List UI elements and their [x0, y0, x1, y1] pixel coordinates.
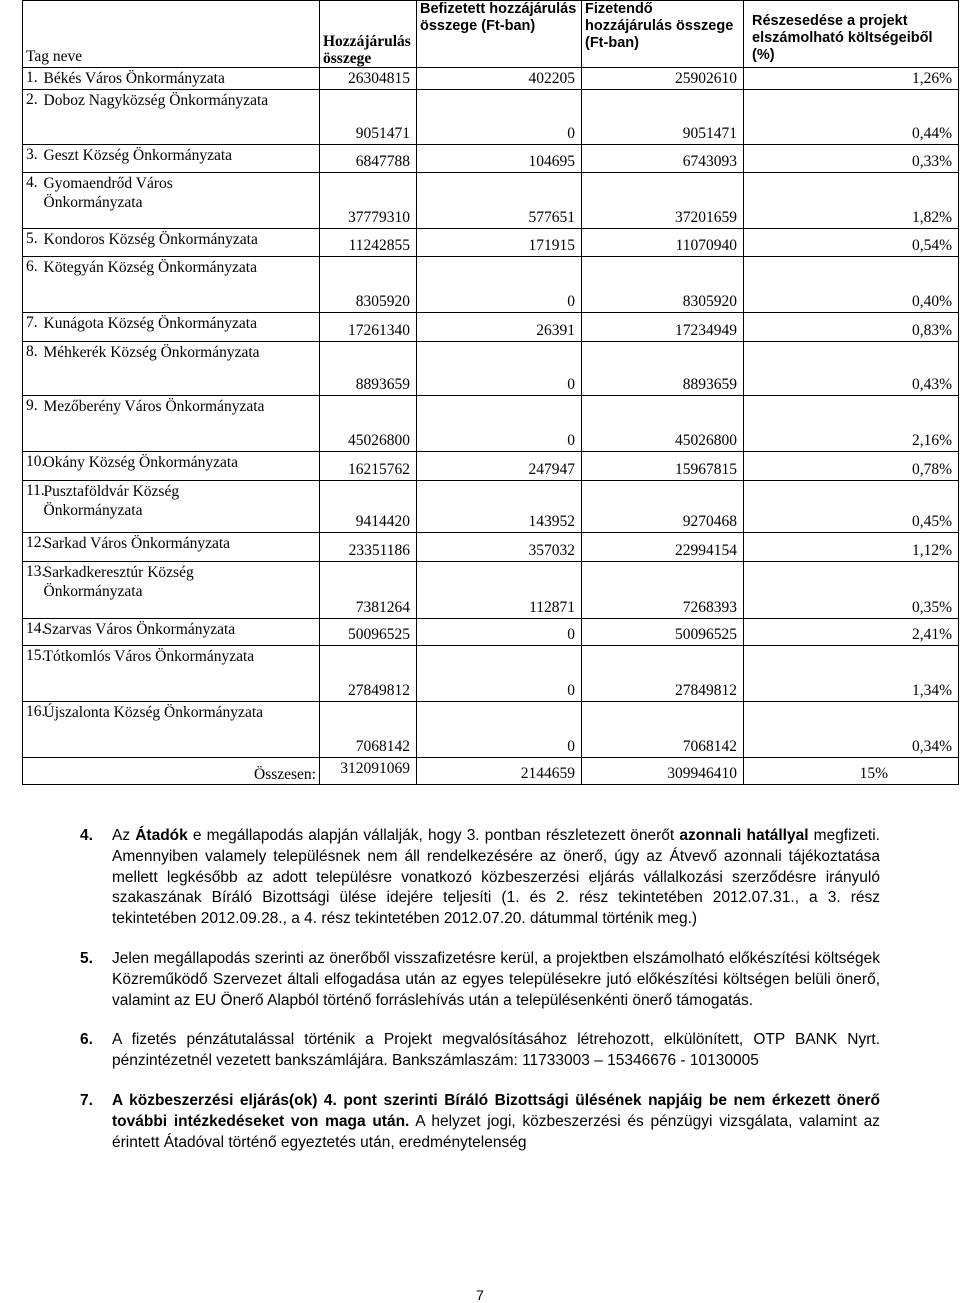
contribution-cell: 9051471 [320, 90, 417, 145]
header-share: Részesedése a projekt elszámolható költségeiből (%) [744, 1, 959, 68]
row-index: 15. [23, 646, 41, 702]
row-index: 8. [23, 342, 41, 396]
share-cell: 0,40% [744, 257, 959, 313]
text-run: A helyzet jogi, közbeszerzési és pénzügyi vizsgálata, valamint az érintett Átadóval történő egyeztetés után, eredménytelenség [112, 1112, 880, 1151]
row-index: 11. [23, 481, 41, 533]
paragraph-5 [82, 949, 880, 1011]
share-cell: 0,34% [744, 702, 959, 758]
header-contribution: Hozzájárulás összege [320, 1, 417, 68]
municipality-name-line: Gyomaendrőd Város [43, 175, 173, 192]
contribution-cell: 50096525 [320, 619, 417, 646]
row-index: 16. [23, 702, 41, 758]
payable-cell: 8305920 [582, 257, 744, 313]
paid-cell: 247947 [417, 452, 582, 481]
municipality-name [41, 533, 320, 562]
row-index: 4. [23, 173, 41, 229]
share-cell: 0,44% [744, 90, 959, 145]
municipality-name-line: Újszalonta Község Önkormányzata [43, 704, 264, 721]
municipality-name-line: Kötegyán Község Önkormányzata [43, 259, 257, 276]
row-index: 7. [23, 313, 41, 342]
share-cell: 1,26% [744, 68, 959, 90]
paragraph-number: 6. [80, 1031, 93, 1049]
municipality-name [41, 646, 320, 702]
table-row [23, 646, 959, 702]
contribution-cell: 8893659 [320, 342, 417, 396]
municipality-name-line: Önkormányzata [43, 583, 143, 600]
table-row [23, 173, 959, 229]
row-index: 6. [23, 257, 41, 313]
paid-cell: 26391 [417, 313, 582, 342]
contribution-cell: 26304815 [320, 68, 417, 90]
table-row [23, 562, 959, 619]
row-index: 5. [23, 229, 41, 257]
text-run: Az [112, 827, 136, 844]
municipality-name [41, 342, 320, 396]
bold-text: azonnali hatállyal [679, 827, 809, 844]
paid-cell: 0 [417, 90, 582, 145]
municipality-name [41, 452, 320, 481]
payable-cell: 17234949 [582, 313, 744, 342]
row-index: 9. [23, 396, 41, 452]
payable-cell: 25902610 [582, 68, 744, 90]
paid-cell: 112871 [417, 562, 582, 619]
paid-cell: 0 [417, 257, 582, 313]
paid-cell: 143952 [417, 481, 582, 533]
table-row [23, 229, 959, 257]
header-paid: Befizetett hozzájárulás összege (Ft-ban) [417, 1, 582, 68]
share-cell: 0,33% [744, 145, 959, 173]
paid-cell: 171915 [417, 229, 582, 257]
share-cell: 0,78% [744, 452, 959, 481]
paragraph-4 [82, 826, 880, 930]
municipality-name [41, 145, 320, 173]
paragraph-number: 5. [80, 949, 93, 967]
municipality-name-line: Pusztaföldvár Község [43, 483, 180, 500]
payable-cell: 8893659 [582, 342, 744, 396]
contribution-table [22, 0, 959, 785]
paid-cell: 0 [417, 619, 582, 646]
share-cell: 2,41% [744, 619, 959, 646]
paragraph-text [112, 949, 880, 1011]
total-row [23, 758, 959, 785]
table-row [23, 90, 959, 145]
paragraph-text [112, 1091, 880, 1153]
share-cell: 0,83% [744, 313, 959, 342]
table-row [23, 619, 959, 646]
paid-cell: 0 [417, 646, 582, 702]
municipality-name [41, 257, 320, 313]
municipality-name [41, 90, 320, 145]
text-run: megfizeti. Amennyiben valamely településnek nem áll rendelkezésére az önerő, úgy az Átvevő azonnali tájékoztatása mellett legkésőbb az adott településre vonatkozó közbeszerzési eljárás vállalkozási szerződésre irányuló szakaszának Bíráló Bizottsági ülése idejére teljesíti (1. és 2. rész tekintetében 2012.07.31., a 3. rész tekintetében 2012.09.28., a 4. rész tekintetében 2012.07.20. dátummal történik meg.) [112, 827, 880, 928]
table-row [23, 452, 959, 481]
payable-cell: 9270468 [582, 481, 744, 533]
text-run: e megállapodás alapján vállalják, hogy 3. pontban részletezett önerőt [187, 827, 680, 844]
municipality-name-line: Önkormányzata [43, 194, 143, 211]
municipality-name-line: Doboz Nagyközség Önkormányzata [43, 92, 269, 109]
payable-cell: 11070940 [582, 229, 744, 257]
row-index: 1. [23, 68, 41, 90]
share-cell: 1,82% [744, 173, 959, 229]
row-index: 3. [23, 145, 41, 173]
header-payable: Fizetendő hozzájárulás összege (Ft-ban) [582, 1, 744, 68]
paid-cell: 577651 [417, 173, 582, 229]
table-row [23, 313, 959, 342]
paid-cell: 0 [417, 396, 582, 452]
payable-cell: 7068142 [582, 702, 744, 758]
municipality-name-line: Méhkerék Község Önkormányzata [43, 344, 260, 361]
municipality-name-line: Kunágota Község Önkormányzata [43, 315, 257, 332]
share-cell: 1,34% [744, 646, 959, 702]
table-row [23, 68, 959, 90]
contribution-cell: 9414420 [320, 481, 417, 533]
bold-text: A közbeszerzési eljárás(ok) 4. pont szerinti Bíráló Bizottsági ülésének napjáig be nem érkezett önerő további intézkedéseket von maga után. [112, 1091, 880, 1130]
contribution-cell: 17261340 [320, 313, 417, 342]
municipality-name [41, 313, 320, 342]
total-label: Összesen: [23, 758, 320, 785]
contribution-cell: 7068142 [320, 702, 417, 758]
share-cell: 0,35% [744, 562, 959, 619]
paid-cell: 0 [417, 342, 582, 396]
table-row [23, 396, 959, 452]
table-row [23, 257, 959, 313]
contribution-cell: 23351186 [320, 533, 417, 562]
contribution-cell: 7381264 [320, 562, 417, 619]
paragraph-7 [82, 1091, 880, 1153]
municipality-name [41, 562, 320, 619]
payable-cell: 9051471 [582, 90, 744, 145]
contribution-cell: 16215762 [320, 452, 417, 481]
municipality-name-line: Békés Város Önkormányzata [43, 70, 225, 87]
row-index: 14. [23, 619, 41, 646]
total-paid: 2144659 [417, 758, 582, 785]
paragraph-number: 4. [80, 827, 93, 844]
contribution-cell: 37779310 [320, 173, 417, 229]
paragraph-6 [82, 1030, 880, 1072]
contribution-cell: 27849812 [320, 646, 417, 702]
municipality-name-line: Geszt Község Önkormányzata [43, 147, 233, 164]
payable-cell: 7268393 [582, 562, 744, 619]
payable-cell: 6743093 [582, 145, 744, 173]
total-payable: 309946410 [582, 758, 744, 785]
total-share: 15% [744, 758, 959, 785]
page-number: 7 [476, 1287, 484, 1303]
paid-cell: 0 [417, 702, 582, 758]
row-index: 13. [23, 562, 41, 619]
header-name: Tag neve [23, 1, 320, 68]
table-header-row [23, 1, 959, 68]
municipality-name-line: Tótkomlós Város Önkormányzata [43, 648, 255, 665]
municipality-name-line: Szarvas Város Önkormányzata [43, 621, 236, 638]
paid-cell: 104695 [417, 145, 582, 173]
payable-cell: 37201659 [582, 173, 744, 229]
payable-cell: 45026800 [582, 396, 744, 452]
municipality-name-line: Sarkadkeresztúr Község [43, 564, 194, 581]
municipality-name [41, 173, 320, 229]
share-cell: 2,16% [744, 396, 959, 452]
payable-cell: 27849812 [582, 646, 744, 702]
paid-cell: 402205 [417, 68, 582, 90]
municipality-name [41, 396, 320, 452]
paragraph-number: 7. [80, 1091, 93, 1109]
bold-text: Átadók [135, 827, 188, 844]
table-row [23, 702, 959, 758]
share-cell: 0,54% [744, 229, 959, 257]
municipality-name-line: Mezőberény Város Önkormányzata [43, 398, 265, 415]
paid-cell: 357032 [417, 533, 582, 562]
body-text [82, 826, 880, 1172]
municipality-name-line: Sarkad Város Önkormányzata [43, 535, 231, 552]
contribution-cell: 45026800 [320, 396, 417, 452]
municipality-name [41, 481, 320, 533]
contribution-cell: 6847788 [320, 145, 417, 173]
table-row [23, 533, 959, 562]
row-index: 10. [23, 452, 41, 481]
contribution-cell: 11242855 [320, 229, 417, 257]
payable-cell: 22994154 [582, 533, 744, 562]
payable-cell: 15967815 [582, 452, 744, 481]
table-row [23, 481, 959, 533]
table-row [23, 342, 959, 396]
row-index: 12. [23, 533, 41, 562]
share-cell: 0,45% [744, 481, 959, 533]
text-run: A fizetés pénzátutalással történik a Projekt megvalósításához létrehozott, elkülönített, OTP BANK Nyrt. pénzintézetnél vezetett bankszámlájára. Bankszámlaszám: 11733003 – 15346676 - 10130005 [112, 1031, 880, 1070]
contribution-cell: 8305920 [320, 257, 417, 313]
table-row [23, 145, 959, 173]
payable-cell: 50096525 [582, 619, 744, 646]
municipality-name-line: Okány Község Önkormányzata [43, 454, 239, 471]
municipality-name-line: Önkormányzata [43, 502, 143, 519]
paragraph-text [112, 826, 880, 930]
text-run: Jelen megállapodás szerinti az önerőből visszafizetésre kerül, a projektben elszámolható előkészítési költségek Közreműködő Szervezet általi elfogadása után az egyes településekre jutó előkészítési költségen belüli önerő, valamint az EU Önerő Alapból történő forráslehívás után a településenkénti önerő támogatás. [112, 949, 880, 1009]
municipality-name-line: Kondoros Község Önkormányzata [43, 231, 258, 248]
row-index: 2. [23, 90, 41, 145]
municipality-name [41, 229, 320, 257]
share-cell: 1,12% [744, 533, 959, 562]
total-contribution: 312091069 [320, 758, 417, 785]
share-cell: 0,43% [744, 342, 959, 396]
municipality-name [41, 619, 320, 646]
paragraph-text [112, 1030, 880, 1072]
municipality-name [41, 68, 320, 90]
municipality-name [41, 702, 320, 758]
